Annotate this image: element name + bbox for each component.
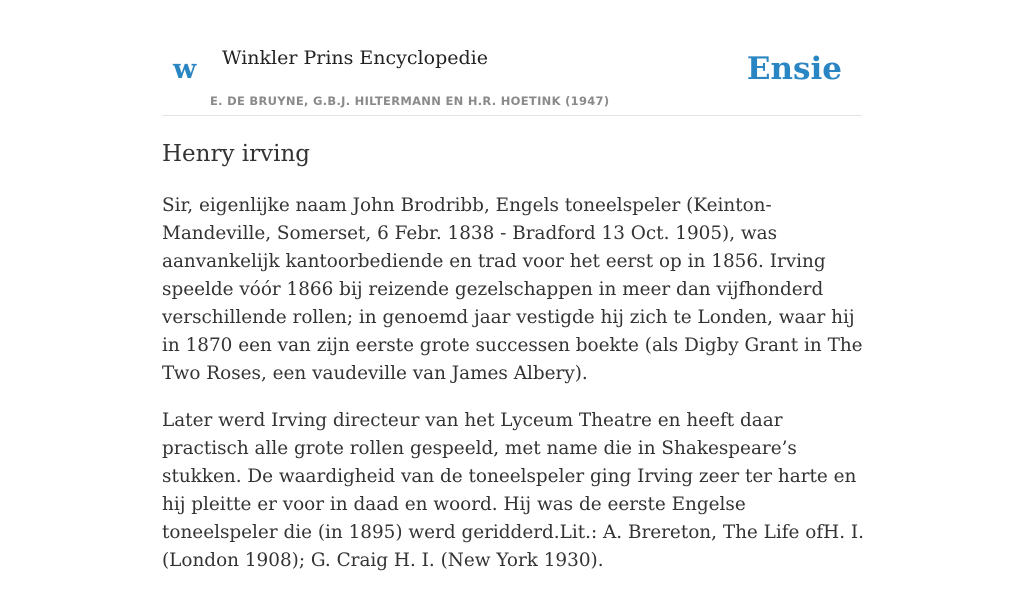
source-header (162, 30, 862, 116)
article-paragraph: Later werd Irving directeur van het Lyceum Theatre en heeft daar practisch alle grote rollen gespeeld, met name die in Shakespeare’s stukken. De waardigheid van de toneelspeler ging Irving zeer ter harte en hij pleitte er voor in daad en woord. Hij was de eerste Engelse toneelspeler die (in 1895) werd geridderd.Lit.: A. Brereton, The Life ofH. I. (London 1908); G. Craig H. I. (New York 1930). (162, 410, 865, 571)
article-title: Henry irving (162, 141, 311, 167)
article-body (162, 192, 864, 594)
source-logo: w (173, 54, 197, 85)
article-paragraph: Sir, eigenlijke naam John Brodribb, Engels toneelspeler (Keinton-Mandeville, Somerset, 6 Febr. 1838 - Bradford 13 Oct. 1905), was aanvankelijk kantoorbediende en trad voor het eerst op in 1856. Irving speelde vóór 1866 bij reizende gezelschappen in meer dan vijfhonderd verschillende rollen; in genoemd jaar vestigde hij zich te Londen, waar hij in 1870 een van zijn eerste grote successen boekte (als Digby Grant in The Two Roses, een vaudeville van James Albery). (162, 195, 863, 384)
source-title[interactable]: Winkler Prins Encyclopedie (222, 47, 488, 69)
source-authors: E. DE BRUYNE, G.B.J. HILTERMANN EN H.R. HOETINK (1947) (210, 94, 610, 108)
brand-logo[interactable]: Ensie (746, 51, 842, 87)
